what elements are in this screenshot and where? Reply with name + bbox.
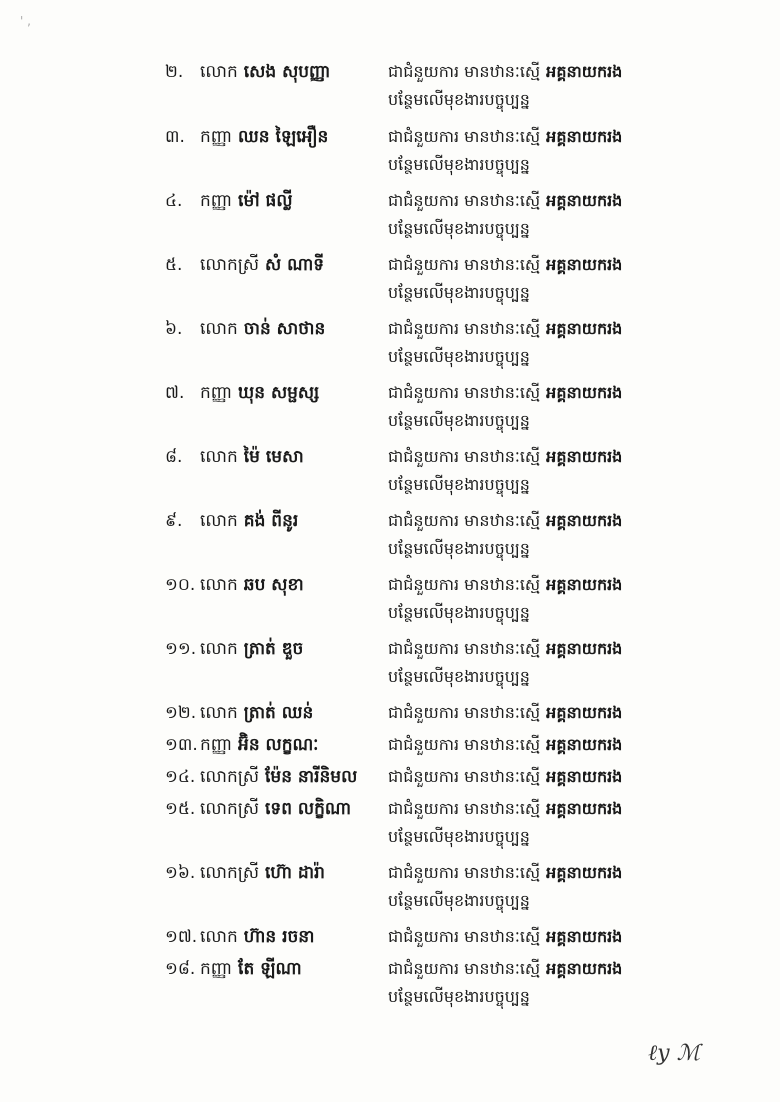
person-name	[200, 957, 302, 981]
item-number: ១៦.	[165, 863, 196, 883]
name: អ៊ិន លក្ខណៈ	[238, 735, 319, 755]
role-note: បន្ថែមលើមុខងារបច្ចុប្បន្ន	[388, 667, 530, 686]
rank: អគ្គនាយករង	[546, 255, 623, 274]
rank: អគ្គនាយករង	[546, 735, 623, 754]
person-name	[200, 189, 293, 213]
role-description: ជាជំនួយការ មានឋានៈស្មើ	[388, 255, 541, 274]
rank: អគ្គនាយករង	[546, 191, 623, 210]
role-line	[388, 573, 622, 597]
role-note: បន្ថែមលើមុខងារបច្ចុប្បន្ន	[388, 155, 530, 174]
item-number: ១០.	[165, 575, 196, 595]
rank: អគ្គនាយករង	[546, 127, 623, 146]
role-note: បន្ថែមលើមុខងារបច្ចុប្បន្ន	[388, 411, 530, 430]
honorific: លោកស្រី	[200, 767, 260, 787]
name: ទេព លក្ខិណា	[265, 799, 352, 819]
role-note: បន្ថែមលើមុខងារបច្ចុប្បន្ន	[388, 539, 530, 558]
role-line	[388, 60, 622, 84]
person-name	[200, 701, 313, 725]
honorific: កញ្ញា	[200, 191, 233, 211]
person-name	[200, 445, 304, 469]
role-note: បន្ថែមលើមុខងារបច្ចុប្បន្ន	[388, 827, 530, 846]
role-note: បន្ថែមលើមុខងារបច្ចុប្បន្ន	[388, 283, 530, 302]
item-number: ១៤.	[165, 767, 196, 787]
role-description: ជាជំនួយការ មានឋានៈស្មើ	[388, 639, 541, 658]
role-line	[388, 861, 622, 885]
role-description: ជាជំនួយការ មានឋានៈស្មើ	[388, 927, 541, 946]
honorific: លោក	[200, 575, 238, 595]
role-line	[388, 733, 622, 757]
person-name	[200, 317, 325, 341]
name: ម៉ៅ ផល្លី	[238, 191, 293, 211]
item-number: ១៣.	[165, 735, 198, 755]
item-number: ១៥.	[165, 799, 196, 819]
role-line	[388, 797, 622, 821]
person-name	[200, 925, 314, 949]
role-description: ជាជំនួយការ មានឋានៈស្មើ	[388, 735, 541, 754]
honorific: លោក	[200, 927, 238, 947]
role-description: ជាជំនួយការ មានឋានៈស្មើ	[388, 383, 541, 402]
role-line	[388, 509, 622, 533]
role-line	[388, 637, 622, 661]
person-name	[200, 861, 325, 885]
item-number: ៣.	[165, 127, 185, 147]
role-description: ជាជំនួយការ មានឋានៈស្មើ	[388, 767, 541, 786]
item-number: ១២.	[165, 703, 197, 723]
person-name	[200, 733, 318, 757]
role-note: បន្ថែមលើមុខងារបច្ចុប្បន្ន	[388, 219, 530, 238]
role-note: បន្ថែមលើមុខងារបច្ចុប្បន្ន	[388, 603, 530, 622]
name: ចាន់ សាថាន	[243, 319, 326, 339]
role-description: ជាជំនួយការ មានឋានៈស្មើ	[388, 959, 541, 978]
honorific: លោក	[200, 639, 238, 659]
role-description: ជាជំនួយការ មានឋានៈស្មើ	[388, 575, 541, 594]
honorific: លោក	[200, 511, 238, 531]
person-name	[200, 509, 298, 533]
handwritten-initials: ℓy ℳ	[648, 1041, 701, 1066]
name: តែ ឡីណា	[238, 959, 302, 979]
rank: អគ្គនាយករង	[546, 799, 623, 818]
honorific: កញ្ញា	[200, 959, 233, 979]
name: ម៉ែន នារីនិមល	[265, 767, 358, 787]
name: ត្រាត់ ឈន់	[243, 703, 314, 723]
rank: អគ្គនាយករង	[546, 511, 623, 530]
name: ឈន ឡៃអឿន	[238, 127, 329, 147]
role-line	[388, 445, 622, 469]
role-line	[388, 189, 622, 213]
role-description: ជាជំនួយការ មានឋានៈស្មើ	[388, 511, 541, 530]
item-number: ៤.	[165, 191, 183, 211]
role-note: បន្ថែមលើមុខងារបច្ចុប្បន្ន	[388, 891, 530, 910]
item-number: ២.	[165, 62, 184, 82]
role-note: បន្ថែមលើមុខងារបច្ចុប្បន្ន	[388, 475, 530, 494]
name: ត្រាត់ ឌួច	[243, 639, 304, 659]
honorific: កញ្ញា	[200, 735, 233, 755]
person-name	[200, 765, 357, 789]
role-description: ជាជំនួយការ មានឋានៈស្មើ	[388, 447, 541, 466]
name: សំ ណាទី	[265, 255, 325, 275]
honorific: លោក	[200, 703, 238, 723]
role-line	[388, 253, 622, 277]
honorific: កញ្ញា	[200, 127, 233, 147]
name: ម៉ៃ មេសា	[243, 447, 304, 467]
name: ហ៊ាន រចនា	[243, 927, 315, 947]
person-name	[200, 381, 319, 405]
honorific: លោកស្រី	[200, 863, 260, 883]
rank: អគ្គនាយករង	[546, 383, 623, 402]
rank: អគ្គនាយករង	[546, 447, 623, 466]
role-description: ជាជំនួយការ មានឋានៈស្មើ	[388, 319, 541, 338]
role-description: ជាជំនួយការ មានឋានៈស្មើ	[388, 703, 541, 722]
item-number: ៨.	[165, 447, 183, 467]
rank: អគ្គនាយករង	[546, 319, 623, 338]
person-name	[200, 125, 328, 149]
item-number: ១៨.	[165, 959, 196, 979]
item-number: ៥.	[165, 255, 183, 275]
person-name	[200, 573, 304, 597]
item-number: ៩.	[165, 511, 183, 531]
role-line	[388, 765, 622, 789]
rank: អគ្គនាយករង	[546, 767, 623, 786]
honorific: លោកស្រី	[200, 255, 260, 275]
honorific: កញ្ញា	[200, 383, 233, 403]
honorific: លោក	[200, 62, 238, 82]
name: សេង សុបញ្ញា	[243, 62, 331, 82]
honorific: លោក	[200, 447, 238, 467]
item-number: ១១.	[165, 639, 197, 659]
person-name	[200, 60, 330, 84]
role-description: ជាជំនួយការ មានឋានៈស្មើ	[388, 863, 541, 882]
role-description: ជាជំនួយការ មានឋានៈស្មើ	[388, 799, 541, 818]
role-description: ជាជំនួយការ មានឋានៈស្មើ	[388, 62, 541, 81]
rank: អគ្គនាយករង	[546, 927, 623, 946]
role-note: បន្ថែមលើមុខងារបច្ចុប្បន្ន	[388, 347, 530, 366]
role-description: ជាជំនួយការ មានឋានៈស្មើ	[388, 127, 541, 146]
person-name	[200, 637, 303, 661]
item-number: ១៧.	[165, 927, 198, 947]
name: ឃុន សម្ផស្ស	[238, 383, 320, 403]
person-name	[200, 797, 351, 821]
role-line	[388, 317, 622, 341]
name: ឆប សុខា	[243, 575, 304, 595]
rank: អគ្គនាយករង	[546, 703, 623, 722]
role-note: បន្ថែមលើមុខងារបច្ចុប្បន្ន	[388, 987, 530, 1006]
role-line	[388, 701, 622, 725]
role-line	[388, 125, 622, 149]
role-line	[388, 925, 622, 949]
role-description: ជាជំនួយការ មានឋានៈស្មើ	[388, 191, 541, 210]
rank: អគ្គនាយករង	[546, 62, 623, 81]
name: គង់ ពីនូរ	[243, 511, 299, 531]
role-note: បន្ថែមលើមុខងារបច្ចុប្បន្ន	[388, 90, 530, 109]
rank: អគ្គនាយករង	[546, 959, 623, 978]
rank: អគ្គនាយករង	[546, 639, 623, 658]
role-line	[388, 381, 622, 405]
honorific: លោក	[200, 319, 238, 339]
honorific: លោកស្រី	[200, 799, 260, 819]
item-number: ៧.	[165, 383, 185, 403]
item-number: ៦.	[165, 319, 183, 339]
corner-mark: ' ,	[20, 14, 31, 28]
rank: អគ្គនាយករង	[546, 575, 623, 594]
person-name	[200, 253, 324, 277]
rank: អគ្គនាយករង	[546, 863, 623, 882]
name: ហ៊ោ ដារ៉ា	[265, 863, 325, 883]
role-line	[388, 957, 622, 981]
